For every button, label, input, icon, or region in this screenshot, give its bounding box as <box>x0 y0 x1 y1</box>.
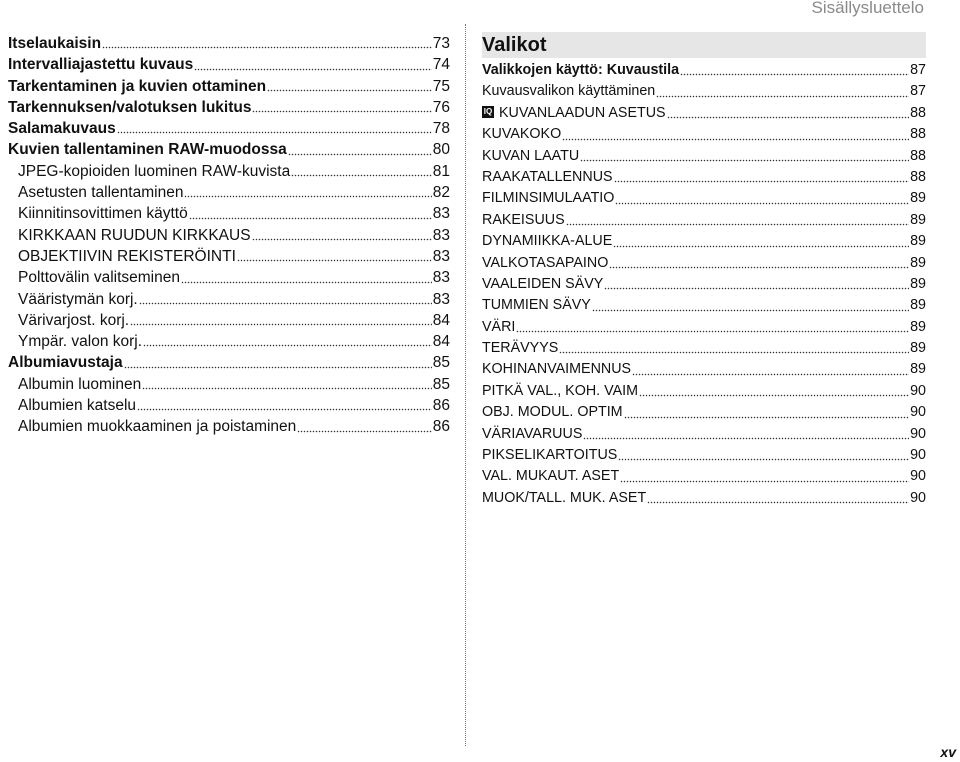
toc-entry-title <box>482 402 623 423</box>
toc-entry-title <box>18 395 136 416</box>
toc-entry-page: 89 <box>910 361 926 378</box>
toc-entry-text: PIKSELIKARTOITUS <box>482 447 618 464</box>
toc-entry[interactable] <box>8 225 450 246</box>
dot-leader <box>614 180 910 183</box>
toc-entry-title <box>482 231 612 252</box>
toc-entry-text: Kuvien tallentaminen RAW-muodossa <box>8 141 287 159</box>
toc-entry-page: 90 <box>910 468 926 485</box>
toc-entry-text: DYNAMIIKKA-ALUE <box>482 233 613 250</box>
toc-entry-page: 90 <box>910 425 926 442</box>
toc-entry-title <box>482 445 617 466</box>
dot-leader <box>102 46 432 49</box>
toc-entry-title <box>18 310 129 331</box>
toc-entry-page: 90 <box>910 404 926 421</box>
toc-entry-page: 88 <box>910 104 926 121</box>
dot-leader <box>194 68 432 71</box>
dot-leader <box>252 238 432 241</box>
toc-entry[interactable] <box>8 118 450 139</box>
section-title-valikot: Valikot <box>482 32 926 58</box>
toc-entry-title <box>482 488 646 509</box>
dot-leader <box>117 131 432 134</box>
toc-entry[interactable] <box>8 76 450 97</box>
toc-entry-page: 89 <box>910 190 926 207</box>
toc-entry-text: PITKÄ VAL., KOH. VAIM <box>482 382 638 399</box>
toc-entry-text: KUVANLAADUN ASETUS <box>499 104 666 121</box>
toc-entry-text: KOHINANVAIMENNUS <box>482 361 632 378</box>
toc-entry-page: 84 <box>432 333 450 351</box>
toc-entry[interactable] <box>8 33 450 54</box>
toc-entry-text: VÄRIAVARUUS <box>482 425 583 442</box>
toc-entry-page: 89 <box>910 340 926 357</box>
toc-entry-title <box>18 246 236 267</box>
toc-entry[interactable] <box>482 274 926 295</box>
toc-entry[interactable] <box>8 203 450 224</box>
toc-entry-page: 89 <box>910 275 926 292</box>
toc-entry[interactable] <box>8 54 450 75</box>
toc-entry[interactable] <box>8 352 450 373</box>
toc-entry-page: 83 <box>432 269 450 287</box>
toc-entry[interactable] <box>482 188 926 209</box>
toc-entry-page: 90 <box>910 382 926 399</box>
toc-entry-page: 80 <box>432 141 450 159</box>
toc-entry-page: 89 <box>910 254 926 271</box>
dot-leader <box>562 138 909 141</box>
toc-entry[interactable] <box>8 139 450 160</box>
toc-entry-text: Kiinnitinsovittimen käyttö <box>18 205 188 223</box>
toc-entry-title <box>18 203 188 224</box>
toc-entry-title <box>8 97 251 118</box>
toc-entry-text: KIRKKAAN RUUDUN KIRKKAUS <box>18 226 251 244</box>
dot-leader <box>592 309 909 312</box>
toc-entry-page: 74 <box>432 56 450 74</box>
toc-entry[interactable] <box>482 317 926 338</box>
toc-right-list <box>482 60 926 509</box>
toc-entry[interactable] <box>8 374 450 395</box>
dot-leader <box>267 89 432 92</box>
toc-entry[interactable] <box>8 246 450 267</box>
toc-entry-title <box>482 188 614 209</box>
toc-entry-page: 86 <box>432 418 450 436</box>
toc-entry[interactable] <box>482 60 926 81</box>
toc-entry-text: TUMMIEN SÄVY <box>482 297 591 314</box>
toc-entry-title <box>8 118 116 139</box>
dot-leader <box>139 302 432 305</box>
toc-entry-title <box>18 374 141 395</box>
toc-entry-page: 87 <box>910 83 926 100</box>
toc-entry-title <box>8 54 193 75</box>
dot-leader <box>559 351 909 354</box>
toc-entry-page: 90 <box>910 447 926 464</box>
toc-entry-text: MUOK/TALL. MUK. ASET <box>482 489 647 506</box>
dot-leader <box>580 159 909 162</box>
toc-entry-text: Albumin luominen <box>18 375 142 393</box>
toc-entry[interactable] <box>482 103 926 124</box>
dot-leader <box>137 408 432 411</box>
toc-entry-page: 82 <box>432 184 450 202</box>
toc-entry[interactable] <box>482 210 926 231</box>
toc-entry-title <box>482 60 679 81</box>
toc-entry[interactable] <box>8 416 450 437</box>
toc-entry-title <box>8 139 287 160</box>
toc-entry-text: OBJEKTIIVIN REKISTERÖINTI <box>18 247 236 265</box>
toc-entry-text: Kuvausvalikon käyttäminen <box>482 83 656 100</box>
dot-leader <box>189 217 432 220</box>
toc-entry-title <box>8 33 101 54</box>
toc-entry-page: 76 <box>432 98 450 116</box>
dot-leader <box>237 259 432 262</box>
toc-entry-text: RAKEISUUS <box>482 211 565 228</box>
toc-entry-title <box>482 424 582 445</box>
toc-entry[interactable] <box>8 267 450 288</box>
dot-leader <box>124 366 432 369</box>
dot-leader <box>639 394 909 397</box>
dot-leader <box>647 501 909 504</box>
dot-leader <box>142 387 432 390</box>
dot-leader <box>252 110 431 113</box>
toc-entry-page: 89 <box>910 297 926 314</box>
toc-entry-title <box>482 295 591 316</box>
toc-entry-text: Albumien muokkaaminen ja poistaminen <box>18 418 297 436</box>
toc-entry-page: 78 <box>432 120 450 138</box>
dot-leader <box>620 480 909 483</box>
toc-entry-page: 85 <box>432 375 450 393</box>
toc-entry-text: Tarkennuksen/valotuksen lukitus <box>8 98 252 116</box>
dot-leader <box>613 245 909 248</box>
dot-leader <box>181 281 432 284</box>
toc-entry-title <box>482 167 613 188</box>
toc-entry-page: 85 <box>432 354 450 372</box>
toc-entry-page: 89 <box>910 318 926 335</box>
toc-entry-title <box>18 267 180 288</box>
toc-entry[interactable] <box>8 331 450 352</box>
toc-entry-text: Tarkentaminen ja kuvien ottaminen <box>8 77 267 95</box>
dot-leader <box>618 458 909 461</box>
toc-left-column <box>8 33 450 438</box>
toc-entry[interactable] <box>482 124 926 145</box>
toc-entry-page: 81 <box>432 162 450 180</box>
toc-entry-title <box>8 76 266 97</box>
toc-entry[interactable] <box>482 295 926 316</box>
dot-leader <box>184 195 431 198</box>
dot-leader <box>516 330 909 333</box>
toc-entry-title <box>482 274 603 295</box>
page-number: xv <box>940 744 956 760</box>
toc-entry-page: 83 <box>432 205 450 223</box>
toc-entry-title <box>482 317 515 338</box>
dot-leader <box>609 266 909 269</box>
dot-leader <box>143 344 432 347</box>
toc-entry-title <box>482 103 666 124</box>
toc-entry-page: 83 <box>432 226 450 244</box>
dot-leader <box>583 437 909 440</box>
toc-entry-text: Polttovälin valitseminen <box>18 269 180 287</box>
image-quality-icon: IQ <box>483 107 493 116</box>
toc-entry-page: 83 <box>432 247 450 265</box>
toc-entry-text: RAAKATALLENNUS <box>482 168 613 185</box>
toc-entry-text: JPEG-kopioiden luominen RAW-kuvista <box>18 162 291 180</box>
toc-entry[interactable] <box>482 253 926 274</box>
toc-entry-page: 86 <box>432 397 450 415</box>
toc-entry-title <box>482 359 631 380</box>
toc-entry-text: VAALEIDEN SÄVY <box>482 275 604 292</box>
toc-entry-text: Itselaukaisin <box>8 35 102 52</box>
toc-entry[interactable] <box>482 424 926 445</box>
toc-entry-text: Salamakuvaus <box>8 120 116 138</box>
toc-entry-text: OBJ. MODUL. OPTIM <box>482 404 623 421</box>
toc-entry-page: 88 <box>910 147 926 164</box>
toc-entry[interactable] <box>482 359 926 380</box>
toc-entry-title <box>18 161 290 182</box>
toc-entry-text: Albumien katselu <box>18 397 137 415</box>
toc-entry-title <box>18 225 251 246</box>
dot-leader <box>604 287 909 290</box>
toc-entry-page: 90 <box>910 489 926 506</box>
toc-entry-title <box>482 124 561 145</box>
toc-entry-title <box>482 466 619 487</box>
toc-entry[interactable] <box>482 146 926 167</box>
toc-entry[interactable] <box>8 182 450 203</box>
toc-entry[interactable] <box>8 289 450 310</box>
toc-entry[interactable] <box>482 381 926 402</box>
toc-entry[interactable] <box>482 81 926 102</box>
toc-entry-title <box>18 416 296 437</box>
toc-entry-text: VAL. MUKAUT. ASET <box>482 468 620 485</box>
toc-entry-text: Vääristymän korj. <box>18 290 138 308</box>
toc-entry[interactable] <box>482 231 926 252</box>
toc-entry-page: 84 <box>432 311 450 329</box>
toc-entry-text: KUVAKOKO <box>482 126 562 143</box>
toc-entry[interactable] <box>8 97 450 118</box>
toc-right-column <box>482 32 926 509</box>
toc-entry[interactable] <box>8 161 450 182</box>
dot-leader <box>680 73 909 76</box>
dot-leader <box>566 223 909 226</box>
toc-entry-page: 75 <box>432 77 450 95</box>
toc-entry-text: VÄRI <box>482 318 516 335</box>
toc-entry-page: 73 <box>432 35 450 52</box>
toc-entry-text: Asetusten tallentaminen <box>18 184 184 202</box>
dot-leader <box>667 116 910 119</box>
toc-entry-page: 88 <box>910 126 926 143</box>
toc-entry[interactable] <box>8 310 450 331</box>
toc-entry[interactable] <box>482 338 926 359</box>
toc-entry-title <box>18 331 142 352</box>
toc-entry-page: 83 <box>432 290 450 308</box>
toc-entry[interactable] <box>482 488 926 509</box>
toc-entry-text: TERÄVYYS <box>482 340 559 357</box>
column-divider <box>465 24 466 746</box>
dot-leader <box>615 202 909 205</box>
page-header-title: Sisällysluettelo <box>811 0 924 17</box>
toc-entry-title <box>482 210 565 231</box>
toc-entry-text: Ympär. valon korj. <box>18 333 143 351</box>
toc-entry-title <box>482 338 558 359</box>
toc-entry-title <box>8 352 123 373</box>
dot-leader <box>656 95 909 98</box>
toc-entry[interactable] <box>8 395 450 416</box>
toc-entry-text: Valikkojen käyttö: Kuvaustila <box>482 62 680 78</box>
toc-entry[interactable] <box>482 167 926 188</box>
toc-entry-text: Albumiavustaja <box>8 354 123 372</box>
toc-entry-title <box>482 253 608 274</box>
dot-leader <box>288 153 432 156</box>
toc-entry-page: 88 <box>910 168 926 185</box>
toc-entry[interactable] <box>482 402 926 423</box>
toc-entry-text: VALKOTASAPAINO <box>482 254 609 271</box>
toc-entry-text: FILMINSIMULAATIO <box>482 190 615 207</box>
toc-entry-title <box>18 182 183 203</box>
dot-leader <box>130 323 432 326</box>
toc-entry-text: Värivarjost. korj. <box>18 311 130 329</box>
dot-leader <box>297 430 431 433</box>
dot-leader <box>632 373 909 376</box>
toc-entry-title <box>482 81 655 102</box>
dot-leader <box>291 174 432 177</box>
toc-entry-text: KUVAN LAATU <box>482 147 580 164</box>
toc-entry[interactable] <box>482 445 926 466</box>
toc-entry[interactable] <box>482 466 926 487</box>
toc-entry-title <box>482 146 579 167</box>
toc-entry-title <box>482 381 638 402</box>
toc-entry-page: 89 <box>910 211 926 228</box>
toc-entry-page: 89 <box>910 233 926 250</box>
dot-leader <box>624 416 909 419</box>
toc-entry-title <box>18 289 138 310</box>
toc-entry-text: Intervalliajastettu kuvaus <box>8 56 194 74</box>
toc-entry-page: 87 <box>910 62 926 78</box>
